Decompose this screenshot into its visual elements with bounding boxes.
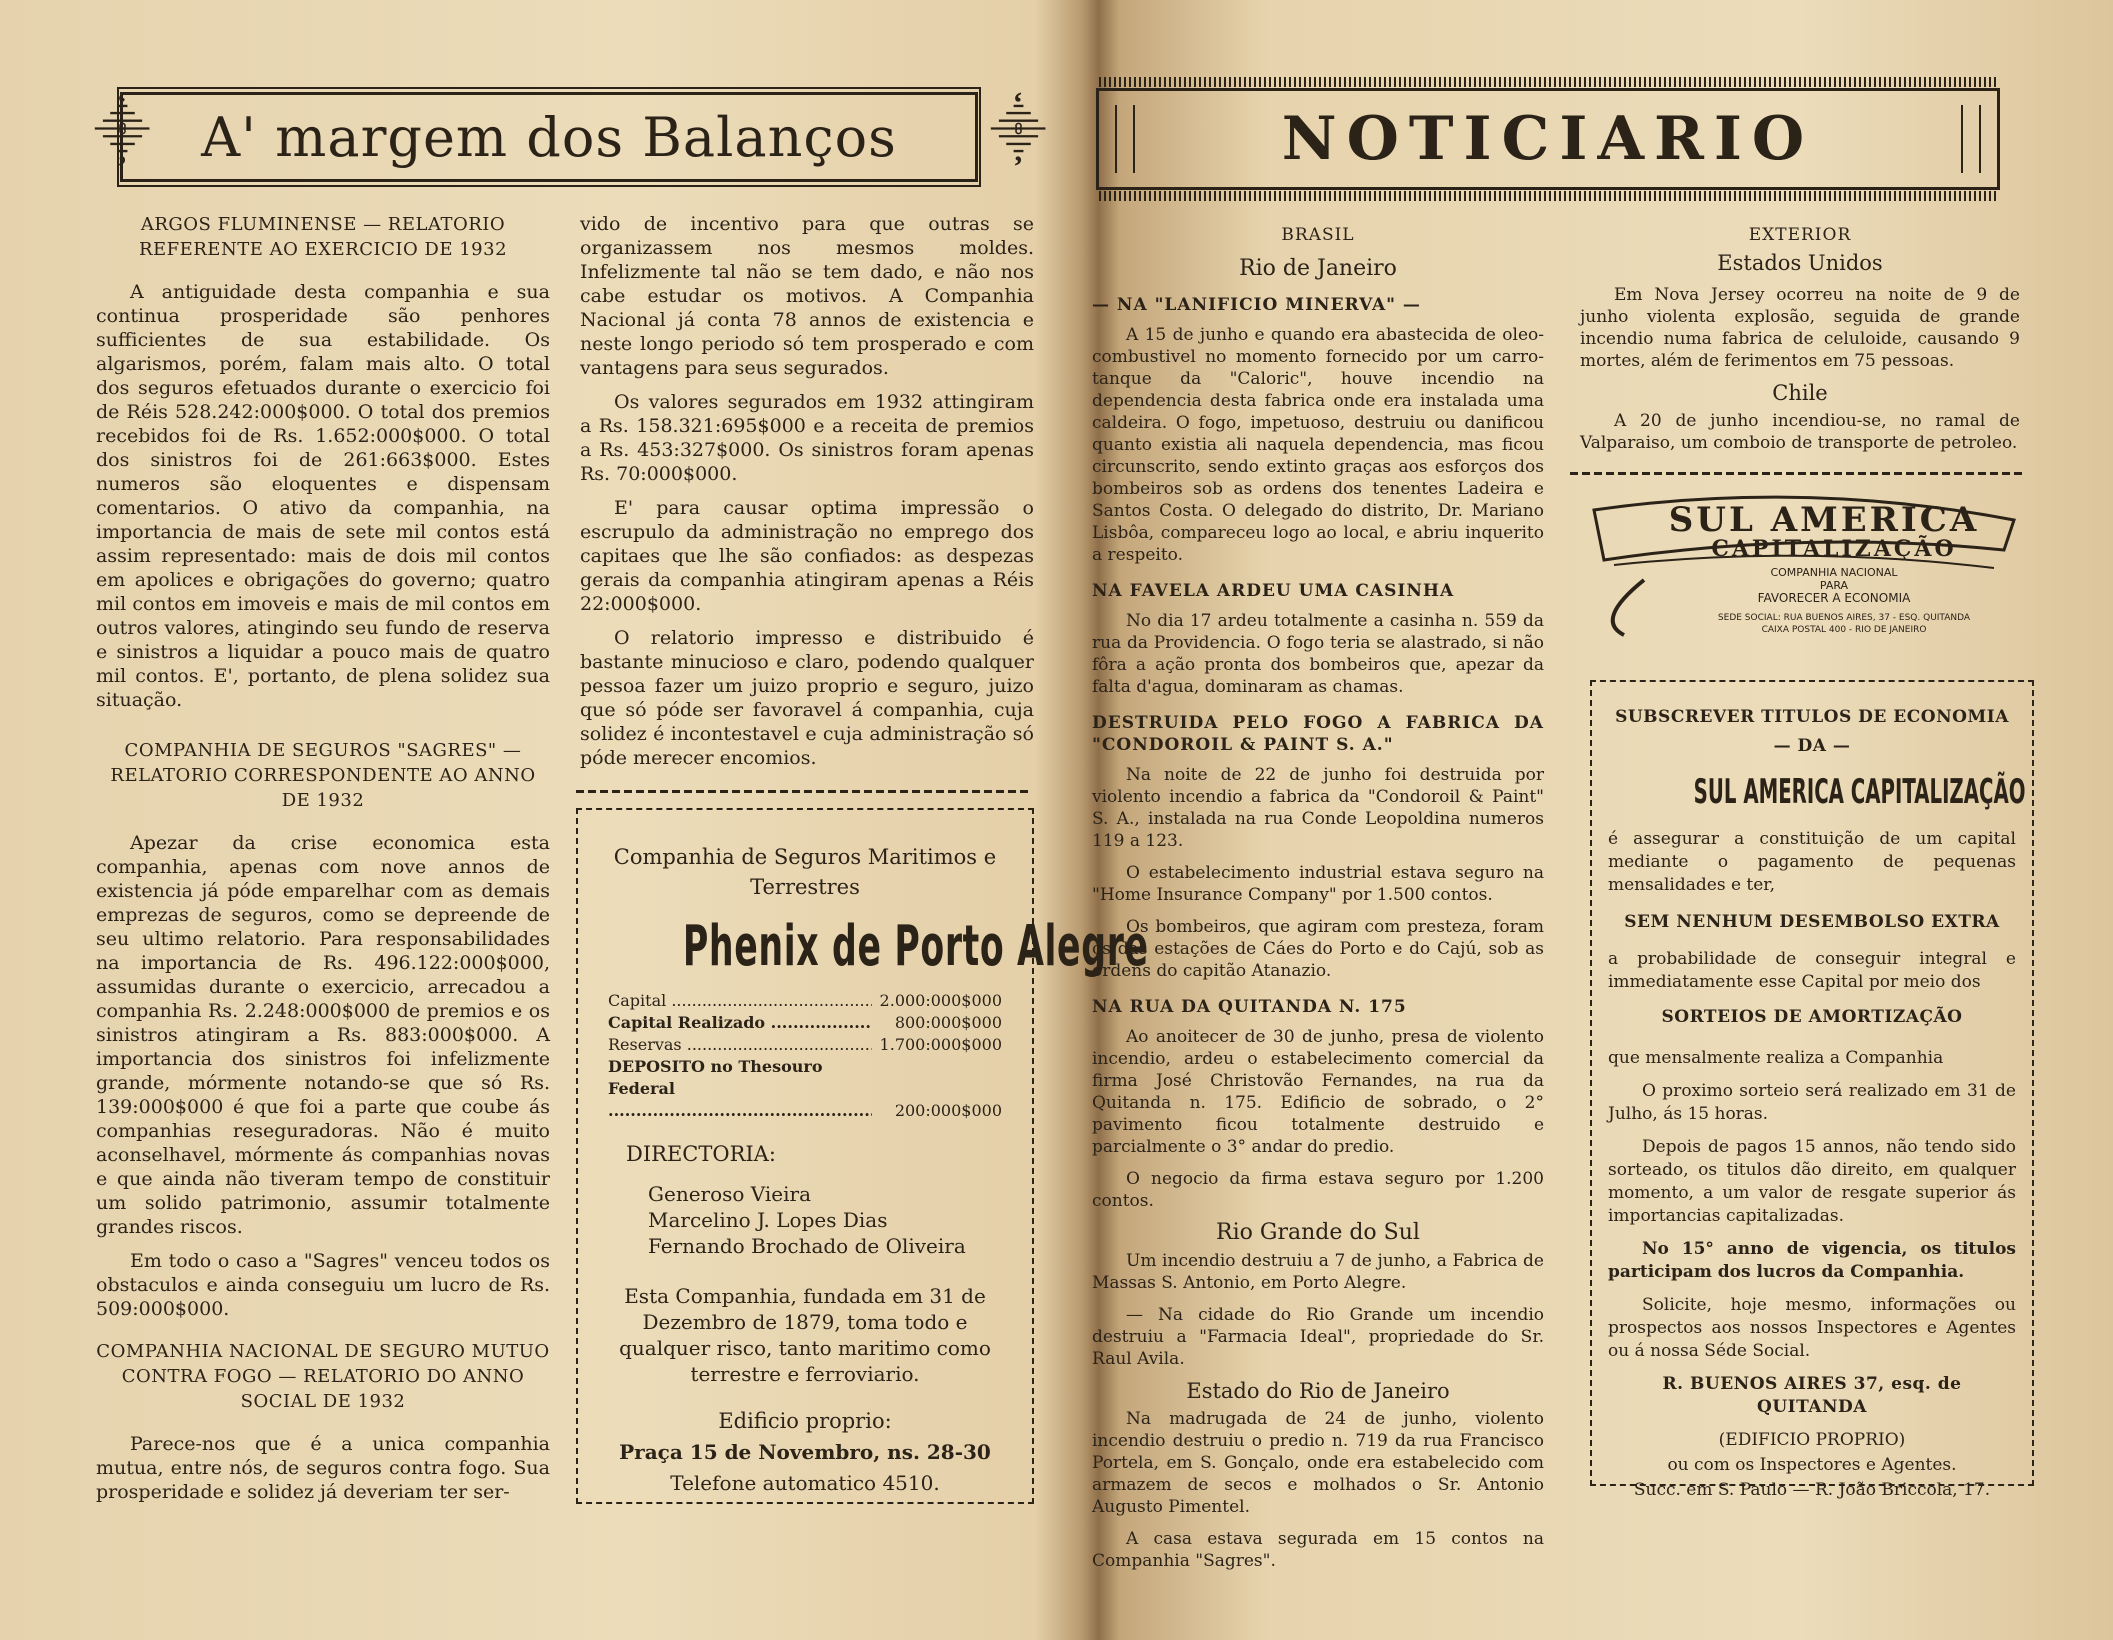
ad-address: Praça 15 de Novembro, ns. 28-30 <box>619 1440 991 1464</box>
article-text: Parece-nos que é a unica companhia mutua, entre nós, de seguros contra fogo. Sua prosperidade e solidez já deveriam ter ser- <box>96 1433 550 1503</box>
logo-name: SUL AMERICA <box>1668 500 1980 540</box>
ad-row: Capital Realizado ..... 800:000$000 <box>608 1012 1002 1034</box>
divider <box>576 790 1032 793</box>
news-title: DESTRUIDA PELO FOGO A FABRICA DA "CONDOROIL & PAINT S. A." <box>1092 713 1544 755</box>
logo-subname: CAPITALIZAÇÃO <box>1711 536 1957 562</box>
news-title: — NA "LANIFICIO MINERVA" — <box>1092 295 1421 315</box>
ad-row: DEPOSITO no Thesouro Federal ..... 200:000$000 <box>608 1056 1002 1122</box>
ad-directoria-label: DIRECTORIA: <box>626 1142 776 1166</box>
sul-america-logo: SUL AMERICA CAPITALIZAÇÃO COMPANHIA NACIONAL PARA FAVORECER A ECONOMIA SEDE SOCIAL: RUA BUENOS AIRES, 37 - ESQ. QUITANDA CAIXA POSTAL 400 - RIO DE JANEIRO <box>1584 490 2024 640</box>
ad-company-name: Phenix de Porto Alegre <box>682 914 1149 979</box>
section-subheading: Estados Unidos <box>1717 251 1883 275</box>
left-column-2 <box>580 212 1034 780</box>
article-text: E' para causar optima impressão o escrupulo da administração no emprego dos capitaes que lhe são confiados: as despezas gerais da companhia atingiram apenas a Réis 22:000$000. <box>580 497 1034 615</box>
article-heading: ARGOS FLUMINENSE — RELATORIO REFERENTE AO EXERCICIO DE 1932 <box>138 214 508 260</box>
section-heading: BRASIL <box>1281 225 1355 245</box>
ad-headline: SUBSCREVER TITULOS DE ECONOMIA <box>1615 707 2009 727</box>
news-text: Na madrugada de 24 de junho, violento incendio destruiu o predio n. 719 da rua Francisco Portela, em S. Gonçalo, onde era estabelecido com armazem de secos e molhados o Sr. Antonio Augusto Pimentel. <box>1092 1409 1544 1517</box>
news-text: O estabelecimento industrial estava seguro na "Home Insurance Company" por 1.500 contos. <box>1092 863 1544 905</box>
news-text: A 20 de junho incendiou-se, no ramal de Valparaiso, um comboio de transporte de petroleo. <box>1580 411 2020 453</box>
page-title-left: A' margem dos Balanços <box>120 92 978 182</box>
article-text: O relatorio impresso e distribuido é bastante minucioso e claro, podendo qualquer pessoa fazer um juizo proprio e seguro, juizo que só póde ser favoravel á companhia, cuja solidez é incontestavel e cuja administração só póde merecer encomios. <box>580 627 1034 769</box>
ad-address: R. BUENOS AIRES 37, esq. de QUITANDA <box>1662 1374 1962 1417</box>
news-text: — Na cidade do Rio Grande um incendio destruiu a "Farmacia Ideal", propriedade do Sr. Raul Avila. <box>1092 1305 1544 1369</box>
ad-phone: Telefone automatico 4510. <box>670 1471 940 1495</box>
article-text: Em todo o caso a "Sagres" venceu todos os obstaculos e ainda conseguiu um lucro de Rs. 509:000$000. <box>96 1250 550 1320</box>
article-text: Apezar da crise economica esta companhia, apenas com nove annos de existencia já póde emparelhar com as demais emprezas de seguros, como se depreende de seu ultimo relatorio. Para responsabilidades na importancia de Rs. 496.122:000$000, assumidas durante o exercicio, arrecadou a companhia Rs. 2.248:000$000 de premios e os sinistros atingiram a Rs. 883:000$000. A importancia dos sinistros foi infelizmente grande, mórmente notando-se que só Rs. 139:000$000 é que foi a parte que coube ás companhias reseguradoras. Não é muito aconselhavel, mórmente ás companhias novas e que ainda não tiveram tempo de constituir um solido patrimonio, assumir totalmente grandes riscos. <box>96 832 550 1238</box>
left-column-1 <box>96 212 550 1514</box>
section-subheading: Rio de Janeiro <box>1239 256 1397 281</box>
article-text: vido de incentivo para que outras se organizassem nos mesmos moldes. Infelizmente tal não se tem dado, e não nos cabe estudar os motivos. A Companhia Nacional já conta 78 annos de existencia e neste longo periodo só tem prosperado e com vantagens para seus segurados. <box>580 213 1034 379</box>
divider <box>1570 472 2022 475</box>
section-subheading: Chile <box>1772 381 1828 405</box>
sul-america-advertisement: SUBSCREVER TITULOS DE ECONOMIA — DA — SUL AMERICA CAPITALIZAÇÃO é assegurar a constituição de um capital mediante o pagamento de pequenas mensalidades e ter, SEM NENHUM DESEMBOLSO EXTRA a probabilidade de conseguir integral e immediatamente esse Capital por meio dos SORTEIOS DE AMORTIZAÇÃO que mensalmente realiza a Companhia O proximo sorteio será realizado em 31 de Julho, ás 15 horas. Depois de pagos 15 annos, não tendo sido sorteado, os titulos dão direito, em qualquer momento, a um valor de resgate superior ás importancias capitalizadas. No 15° anno de vigencia, os titulos participam dos lucros da Companhia. Solicite, hoje mesmo, informações ou prospectos aos nossos Inspectores e Agentes ou á nossa Séde Social. R. BUENOS AIRES 37, esq. de QUITANDA (EDIFICIO PROPRIO) ou com os Inspectores e Agentes. Succ. em S. Paulo — R. João Briccola, 17. <box>1590 680 2034 1486</box>
ad-edificio: Edificio proprio: <box>718 1409 892 1433</box>
news-text: Ao anoitecer de 30 de junho, presa de violento incendio, ardeu o estabelecimento comercial da firma José Christovão Fernandes, na rua da Quitanda n. 175. Edificio de sobrado, o 2° pavimento ficou totalmente destruido e parcialmente o 3° andar do predio. <box>1092 1027 1544 1157</box>
article-text: Os valores segurados em 1932 attingiram a Rs. 158.321:695$000 e a receita de premios a Rs. 453:327$000. Os sinistros foram apenas Rs. 70:000$000. <box>580 391 1034 485</box>
ad-director: Fernando Brochado de Oliveira <box>648 1234 966 1258</box>
news-text: No dia 17 ardeu totalmente a casinha n. 559 da rua da Providencia. O fogo teria se alastrado, si não fôra a ação pronta dos bombeiros que, apezar da falta d'agua, dominaram as chamas. <box>1092 611 1544 697</box>
news-text: A casa estava segurada em 15 contos na Companhia "Sagres". <box>1092 1529 1544 1571</box>
news-text: A 15 de junho e quando era abastecida de oleo-combustivel no momento fornecido por um carro-tanque da "Caloric", houve incendio na dependencia desta fabrica onde era instalada uma caldeira. O fogo, impetuoso, destruiu ou danificou quanto existia ali naquela dependencia, mas ficou circunscrito, sendo extinto graças aos esforços dos bombeiros sob as ordens dos tenentes Ladeira e Santos Costa. O delegado do distrito, Dr. Mariano Lisbôa, compareceu logo ao local, e abriu inquerito a respeito. <box>1092 325 1544 565</box>
news-text: Na noite de 22 de junho foi destruida por violento incendio a fabrica da "Condoroil & Paint" S. A., instalada na rua Conde Leopoldina numeros 119 a 123. <box>1092 765 1544 851</box>
news-text: Os bombeiros, que agiram com presteza, foram os das estações de Cáes do Porto e do Cajú, sob as ordens do capitão Atanazio. <box>1092 917 1544 981</box>
flourish-left: ⸎ <box>94 100 151 163</box>
news-title: NA RUA DA QUITANDA N. 175 <box>1092 997 1407 1017</box>
news-text: O negocio da firma estava seguro por 1.200 contos. <box>1092 1169 1544 1211</box>
ad-director: Generoso Vieira <box>648 1182 811 1206</box>
right-column-1 <box>1092 218 1544 1582</box>
phenix-advertisement <box>576 808 1149 1504</box>
article-heading: COMPANHIA DE SEGUROS "SAGRES" — RELATORIO CORRESPONDENTE AO ANNO DE 1932 <box>110 740 536 811</box>
ad-row: Capital ..... 2.000:000$000 <box>608 990 1002 1012</box>
flourish-right: ⸎ <box>990 100 1047 163</box>
right-column-2 <box>1580 218 2020 464</box>
section-subheading: Estado do Rio de Janeiro <box>1186 1379 1450 1403</box>
section-heading: EXTERIOR <box>1748 225 1852 245</box>
ad-director: Marcelino J. Lopes Dias <box>648 1208 888 1232</box>
ad-row: Reservas ..... 1.700:000$000 <box>608 1034 1002 1056</box>
article-heading: COMPANHIA NACIONAL DE SEGURO MUTUO CONTRA FOGO — RELATORIO DO ANNO SOCIAL DE 1932 <box>96 1341 550 1412</box>
page-title-right: NOTICIARIO <box>1096 88 2000 190</box>
ad-brand: SUL AMERICA CAPITALIZAÇÃO <box>1693 772 2026 812</box>
article-text: A antiguidade desta companhia e sua continua prosperidade são penhores sufficientes de sua estabilidade. Os algarismos, porém, falam mais alto. O total dos seguros efetuados durante o exercicio foi de Réis 528.242:000$000. O total dos premios recebidos foi de Rs. 1.652:000$000. O total dos sinistros foi de 261:663$000. Estes numeros são eloquentes e dispensam comentarios. O ativo da companhia, na importancia de mais de sete mil contos está assim representado: mais de dois mil contos em apolices e obrigações do governo; quatro mil contos em imoveis e mais de mil contos em outros valores, atingindo seu fundo de reserva e sinistros a liquidar a pouco mais de quatro mil contos. E', portanto, de plena solidez sua situação. <box>96 281 550 711</box>
section-subheading: Rio Grande do Sul <box>1216 1220 1420 1245</box>
ad-about: Esta Companhia, fundada em 31 de Dezembro de 1879, toma todo e qualquer risco, tanto maritimo como terrestre e ferroviario. <box>619 1284 991 1386</box>
news-title: NA FAVELA ARDEU UMA CASINHA <box>1092 581 1455 601</box>
ad-title: Companhia de Seguros Maritimos e Terrestres <box>613 845 997 899</box>
news-text: Um incendio destruiu a 7 de junho, a Fabrica de Massas S. Antonio, em Porto Alegre. <box>1092 1251 1544 1293</box>
news-text: Em Nova Jersey ocorreu na noite de 9 de junho violenta explosão, seguida de grande incendio numa fabrica de celuloide, causando 9 mortes, além de ferimentos em 75 pessoas. <box>1580 285 2020 371</box>
